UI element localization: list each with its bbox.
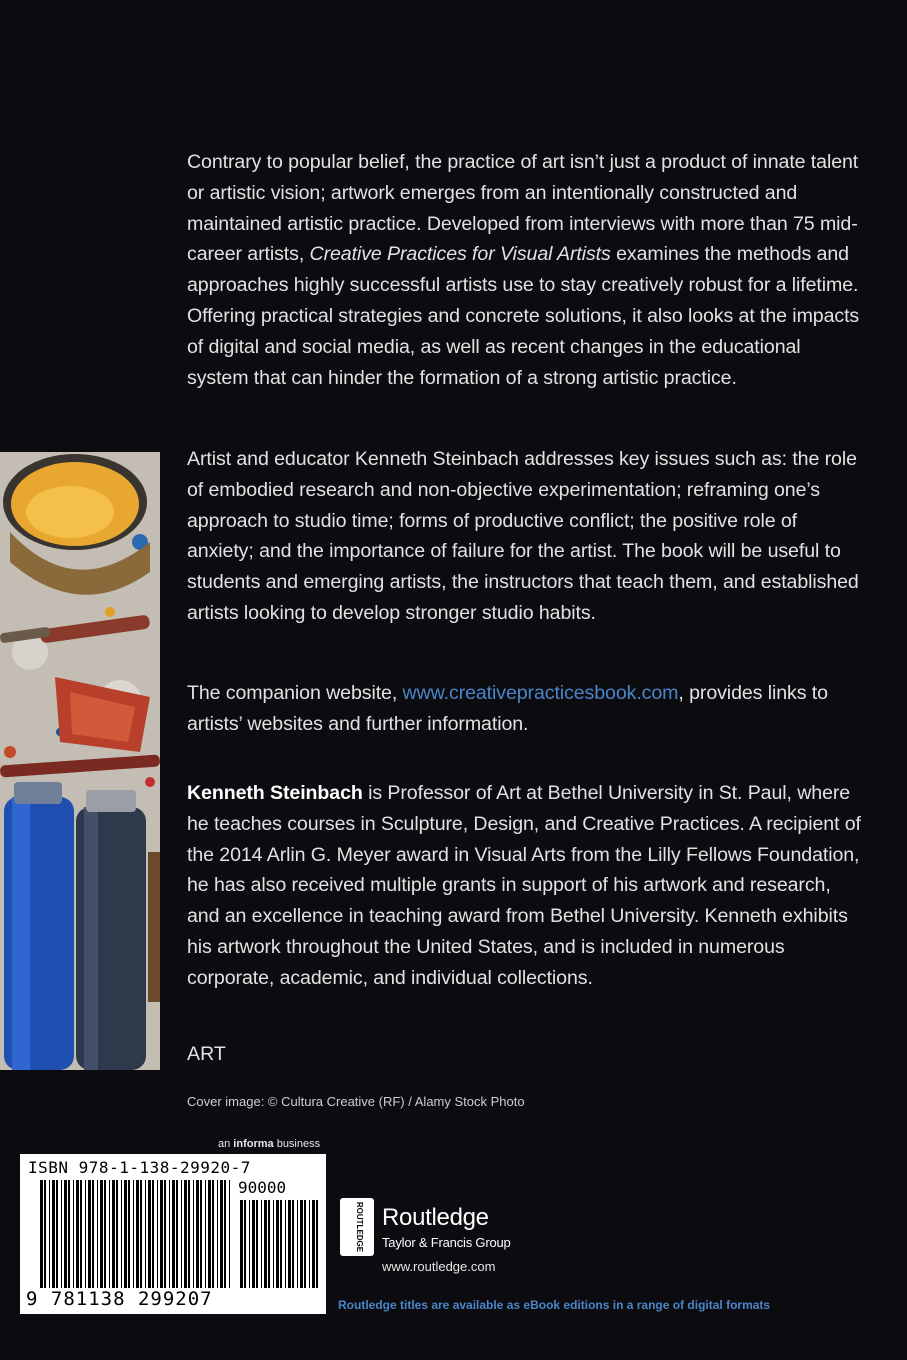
cover-photo-paint-studio bbox=[0, 452, 160, 1070]
author-bio bbox=[187, 778, 867, 994]
cover-image-credit: Cover image: © Cultura Creative (RF) / Alamy Stock Photo bbox=[187, 1094, 525, 1109]
isbn-barcode bbox=[20, 1154, 326, 1314]
price-code: 90000 bbox=[238, 1178, 287, 1197]
companion-website-paragraph bbox=[187, 678, 867, 740]
informa-prefix: an bbox=[218, 1138, 234, 1150]
barcode-number: 9 781138 299207 bbox=[26, 1288, 213, 1310]
routledge-logo-text: ROUTLEDGE bbox=[355, 1201, 364, 1253]
description-text: The companion website, bbox=[187, 682, 403, 704]
isbn-label: ISBN 978-1-138-29920-7 bbox=[28, 1158, 251, 1177]
book-title: Creative Practices for Visual Artists bbox=[309, 243, 611, 266]
description-text: , provides links to artists’ websites and further information. bbox=[187, 682, 828, 735]
description-text: Artist and educator Kenneth Steinbach addresses key issues such as: the role of embodied research and non-objective experimentation; reframing one’s approach to studio time; forms of productive conflict; the positive role of anxiety; and the importance of failure for the artist. The book will be useful to students and emerging artists, the instructors that teach them, and established artists looking to develop stronger studio habits. bbox=[187, 448, 859, 624]
ebook-note: Routledge titles are available as eBook editions in a range of digital formats bbox=[338, 1298, 771, 1312]
routledge-logo-icon bbox=[340, 1198, 374, 1256]
publisher-name: Routledge bbox=[382, 1204, 489, 1231]
subject-category: ART bbox=[187, 1043, 226, 1065]
description-text: examines the methods and approaches highly successful artists use to stay creatively robust for a lifetime. Offering practical strategies and concrete solutions, it also looks at the impacts of digital and social media, as well as recent changes in the educational system that can hinder the formation of a strong artistic practice. bbox=[187, 243, 860, 389]
author-name: Kenneth Steinbach bbox=[187, 782, 363, 804]
companion-website-link[interactable]: www.creativepracticesbook.com bbox=[402, 682, 679, 704]
addon-barcode-bars bbox=[240, 1200, 320, 1292]
publisher-url[interactable]: www.routledge.com bbox=[382, 1259, 496, 1274]
publisher-group: Taylor & Francis Group bbox=[382, 1235, 511, 1250]
description-text: Contrary to popular belief, the practice of art isn’t just a product of innate talent or artistic vision; artwork emerges from an intentionally constructed and maintained artistic practice. Developed from interviews with more than 75 mid-career artists, bbox=[187, 151, 859, 266]
informa-suffix: business bbox=[273, 1138, 321, 1150]
barcode-bars bbox=[40, 1180, 230, 1292]
author-bio-text: is Professor of Art at Bethel University in St. Paul, where he teaches courses in Sculpture, Design, and Creative Practices. A recipient of the 2014 Arlin G. Meyer award in Visual Arts from the Lilly Fellows Foundation, he has also received multiple grants in support of his artwork and research, and an excellence in teaching award from Bethel University. Kenneth exhibits his artwork throughout the United States, and is included in numerous corporate, academic, and individual collections. bbox=[187, 782, 861, 989]
description-paragraph-2 bbox=[187, 444, 867, 629]
description-paragraph-1 bbox=[187, 147, 867, 393]
informa-brand: informa bbox=[233, 1138, 274, 1150]
informa-business-line bbox=[218, 1138, 320, 1150]
